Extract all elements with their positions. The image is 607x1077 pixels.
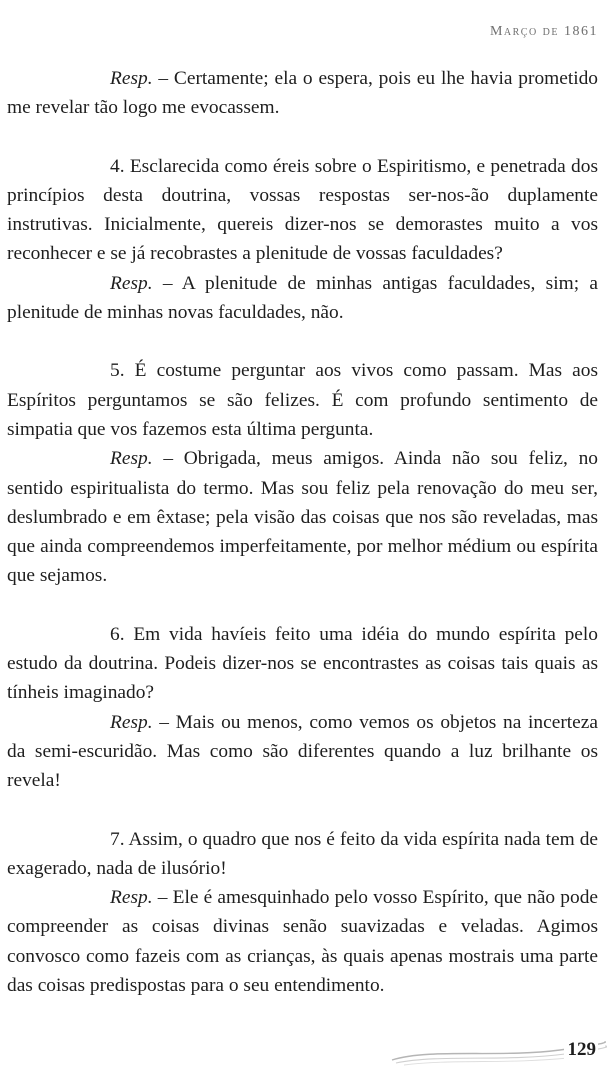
resp-label: Resp. [110,68,153,89]
resp-label: Resp. [110,272,153,294]
paragraph-question-7 [7,825,598,884]
resp-label: Resp. [110,448,153,470]
paragraph-text: – Certamente; ela o espera, pois eu lhe havia prometido me revelar tão logo me evocassem. [7,68,598,119]
paragraph-question-4 [7,152,598,269]
page-body [7,64,598,1000]
paragraph-resp-4 [7,269,598,328]
paragraph-text: 4. Esclarecida como éreis sobre o Espiritismo, e penetrada dos princípios desta doutrina, vossas respostas ser-nos-ão duplamente instrutivas. Inicialmente, quereis dizer-nos se demorastes muito a vos reconhecer e se já recobrastes a plenitude de vossas faculdades? [7,155,598,265]
paragraph-resp-7 [7,883,598,1000]
paragraph-text: – A plenitude de minhas antigas faculdades, sim; a plenitude de minhas novas faculdades, não. [7,272,598,324]
running-header-title: Março de 1861 [489,24,598,39]
paragraph-question-5 [7,356,598,444]
resp-label: Resp. [110,711,153,733]
paragraph-resp-1 [7,64,598,123]
paragraph-question-6 [7,620,598,708]
paragraph-text: 5. É costume perguntar aos vivos como passam. Mas aos Espíritos perguntamos se são felizes. É com profundo sentimento de simpatia que vos fazemos esta última pergunta. [7,360,598,440]
paragraph-resp-6 [7,708,598,796]
paragraph-resp-5 [7,444,598,590]
resp-label: Resp. [110,887,153,909]
paragraph-text: – Obrigada, meus amigos. Ainda não sou feliz, no sentido espiritualista do termo. Mas sou feliz pela renovação do meu ser, deslumbrado e em êxtase; pela visão das coisas que nos são reveladas, mas que ainda compreendemos imperfeitamente, por melhor médium ou espírita que sejamos. [7,448,598,587]
paragraph-text: – Ele é amesquinhado pelo vosso Espírito, que não pode compreender as coisas divinas senão suavizadas e veladas. Agimos convosco como fazeis com as crianças, às quais apenas mostrais uma parte das coisas predispostas para o seu entendimento. [7,887,598,997]
paragraph-text: 7. Assim, o quadro que nos é feito da vida espírita nada tem de exagerado, nada de ilusório! [7,828,598,879]
running-header [490,24,598,40]
page-number: 129 [564,1039,599,1061]
paragraph-text: – Mais ou menos, como vemos os objetos na incerteza da semi-escuridão. Mas como são diferentes quando a luz brilhante os revela! [7,711,598,792]
paragraph-text: 6. Em vida havíeis feito uma idéia do mundo espírita pelo estudo da doutrina. Podeis dizer-nos se encontrastes as coisas tais quais as tínheis imaginado? [7,623,598,704]
